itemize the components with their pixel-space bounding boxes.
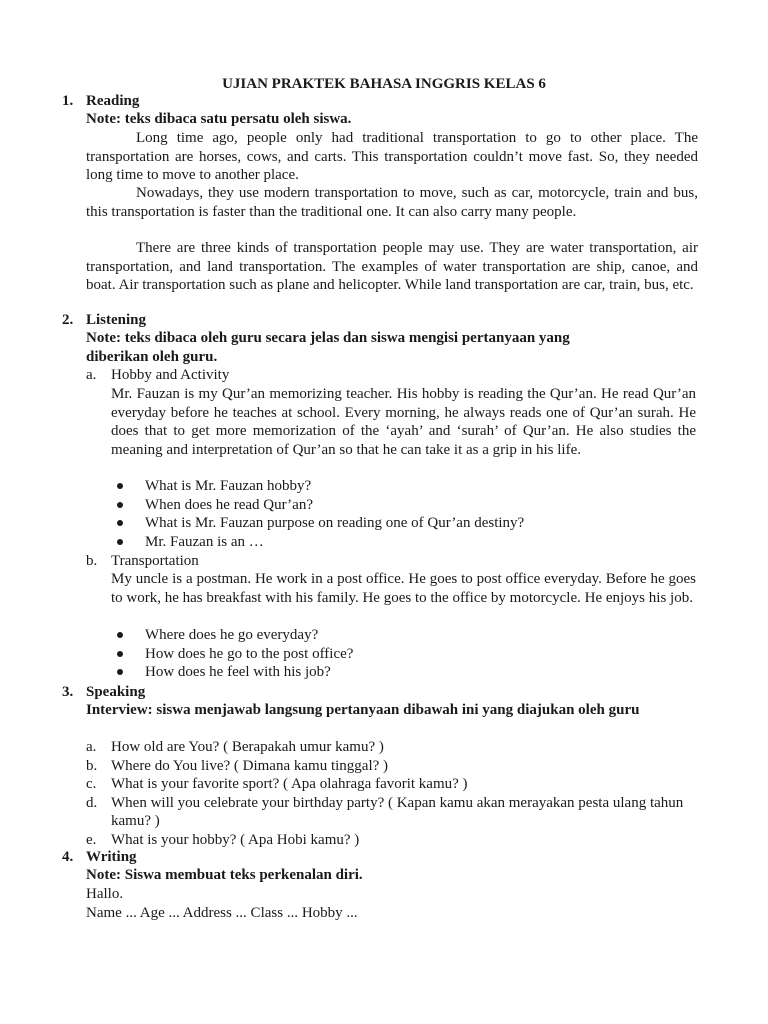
list-item: e. What is your hobby? ( Apa Hobi kamu? ) (86, 831, 360, 848)
item-title: Hobby and Activity (111, 367, 230, 383)
listening-a-questions (113, 477, 524, 551)
list-item: How does he go to the post office? (113, 645, 353, 664)
item-letter: a. (86, 367, 97, 383)
bullet-icon (117, 632, 123, 638)
section-number: 3. (62, 684, 74, 700)
list-item: Where does he go everyday? (113, 626, 353, 645)
speaking-note: Interview: siswa menjawab langsung pertanyaan dibawah ini yang diajukan oleh guru (86, 702, 640, 718)
page-title: UJIAN PRAKTEK BAHASA INGGRIS KELAS 6 (222, 76, 546, 92)
bullet-icon (117, 502, 123, 508)
list-item: b. Where do You live? ( Dimana kamu tinggal? ) (86, 757, 389, 774)
list-item: When does he read Qur’an? (113, 496, 524, 515)
section-listening-heading (62, 311, 146, 330)
section-reading-heading (62, 92, 139, 111)
reading-paragraph-2: Nowadays, they use modern transportation to move, such as car, motorcycle, train and bus, this transportation is faster than the traditional one. It can also carry many people. (86, 185, 698, 220)
section-number: 2. (62, 312, 74, 328)
listening-b-text: My uncle is a postman. He work in a post office. He goes to post office everyday. Before he goes to work, he has breakfast with his family. He goes to the office by motorcycle. He enjoys his job. (111, 571, 696, 606)
section-speaking-heading (62, 683, 145, 702)
bullet-icon (117, 651, 123, 657)
listening-b-questions (113, 626, 353, 682)
section-title: Reading (86, 93, 140, 109)
list-item: d. When will you celebrate your birthday party? ( Kapan kamu akan merayakan pesta ulang tahun kamu? ) (86, 794, 684, 830)
bullet-icon (117, 539, 123, 545)
bullet-icon (117, 520, 123, 526)
section-title: Writing (86, 849, 137, 865)
listening-a-text: Mr. Fauzan is my Qur’an memorizing teacher. His hobby is reading the Qur’an. He read Qur’an everyday before he teaches at school. Every morning, he always reads one of Qur’an surah. He does that to get more memorization of the ‘ayah’ and ‘surah’ of Qur’an. He also studies the meaning and interpretation of Qur’an so that he can take it as a grip in his life. (111, 386, 696, 458)
listening-note-line-2: diberikan oleh guru. (86, 349, 218, 365)
bullet-icon (117, 483, 123, 489)
section-number: 1. (62, 93, 74, 109)
speaking-questions (86, 738, 700, 850)
bullet-icon (117, 669, 123, 675)
writing-line-1: Hallo. (86, 886, 124, 902)
list-item: a. How old are You? ( Berapakah umur kamu? ) (86, 739, 384, 755)
item-letter: b. (86, 553, 98, 569)
reading-paragraph-3: There are three kinds of transportation people may use. They are water transportation, air transportation, and land transportation. The examples of water transportation are ship, canoe, and boat. Air transportation such as plane and helicopter. While land transportation are car, train, bus, etc. (86, 240, 698, 294)
section-title: Listening (86, 312, 147, 328)
section-number: 4. (62, 849, 74, 865)
listening-b-label (86, 552, 199, 571)
listening-a-label (86, 366, 229, 385)
list-item: How does he feel with his job? (113, 663, 353, 682)
section-writing-heading (62, 848, 137, 867)
section-title: Speaking (86, 684, 146, 700)
writing-line-2: Name ... Age ... Address ... Class ... Hobby ... (86, 905, 358, 921)
listening-note-line-1: Note: teks dibaca oleh guru secara jelas dan siswa mengisi pertanyaan yang (86, 330, 570, 346)
writing-note: Note: Siswa membuat teks perkenalan diri. (86, 867, 363, 883)
list-item: c. What is your favorite sport? ( Apa olahraga favorit kamu? ) (86, 776, 468, 793)
item-title: Transportation (111, 553, 199, 569)
list-item: What is Mr. Fauzan hobby? (113, 477, 524, 496)
reading-paragraph-1: Long time ago, people only had traditional transportation to go to other place. The transportation are horses, cows, and carts. This transportation couldn’t move fast. So, they needed long time to move to another place. (86, 130, 698, 184)
reading-note: Note: teks dibaca satu persatu oleh siswa. (86, 111, 352, 127)
list-item: Mr. Fauzan is an … (113, 533, 524, 552)
list-item: What is Mr. Fauzan purpose on reading one of Qur’an destiny? (113, 514, 524, 533)
